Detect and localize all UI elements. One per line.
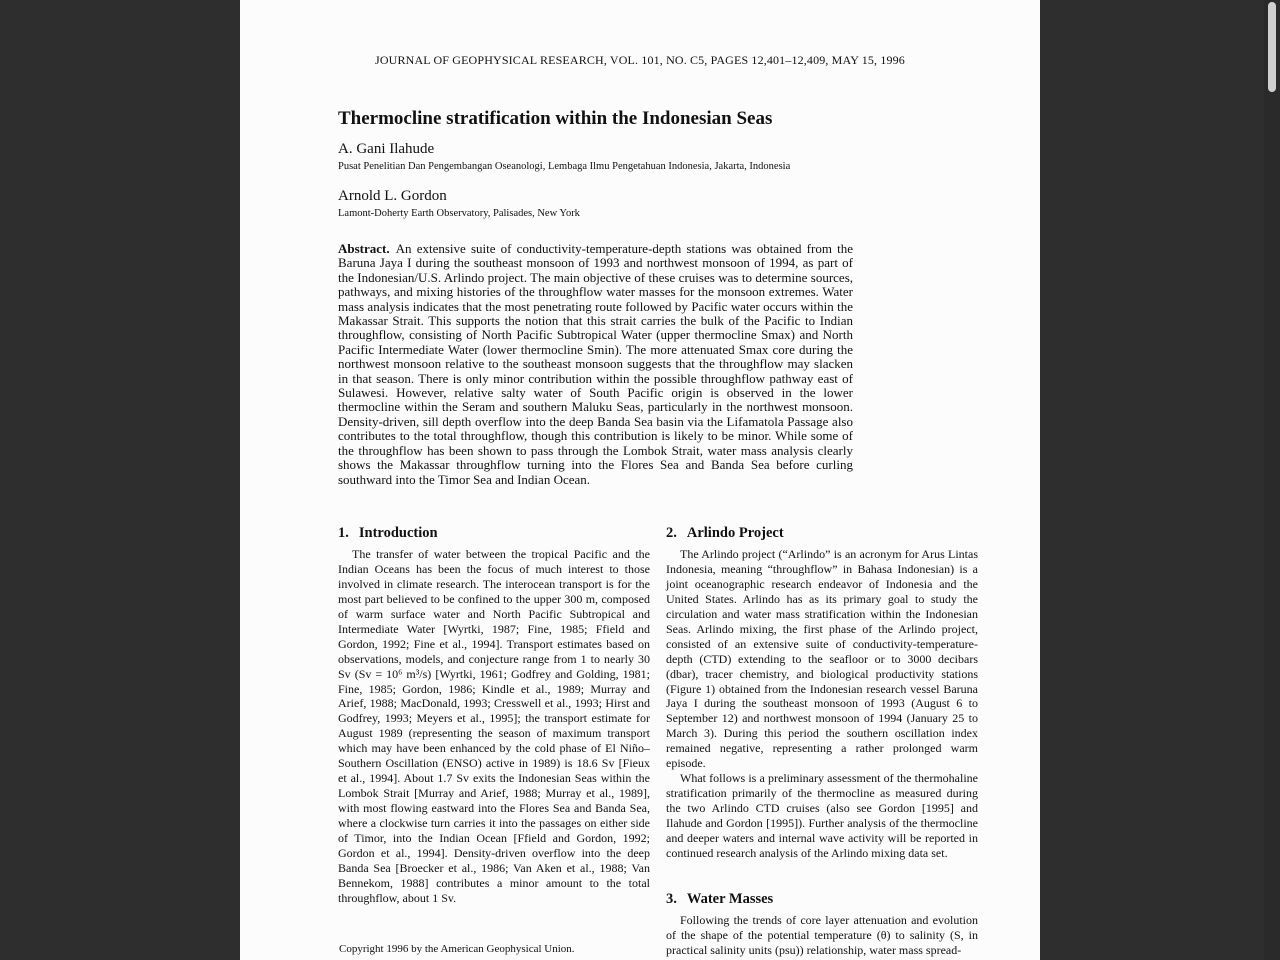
section-title: Introduction (358, 525, 438, 541)
author-affiliation: Pusat Penelitian Dan Pengembangan Oseanologi, Lembaga Ilmu Pengetahuan Indonesia, Jakarta, Indonesia (338, 161, 791, 172)
section-heading (338, 526, 650, 541)
paragraph: The Arlindo project (“Arlindo” is an acronym for Arus Lintas Indonesia, meaning “throughflow” in Bahasa Indonesian) is a joint oceanographic research endeavor of Indonesia and the United States. Arlindo has as its primary goal to study the circulation and water mass stratification within the Indonesian Seas. Arlindo mixing, the first phase of the Arlindo project, consisted of an extensive suite of conductivity-temperature-depth (CTD) extending to the seafloor or to 3000 decibars (dbar), tracer chemistry, and biological productivity stations (Figure 1) obtained from the Indonesian research vessel Baruna Jaya I during the southeast monsoon of 1993 (August 6 to September 12) and northwest monsoon of 1994 (January 25 to March 3). During this period the southern oscillation index remained negative, representing a rather prolonged warm episode. (666, 546, 978, 771)
column-left (338, 526, 650, 906)
document-page (240, 0, 1040, 960)
scrollbar-thumb[interactable] (1268, 2, 1276, 92)
paragraph: The transfer of water between the tropical Pacific and the Indian Oceans has been the focus of much interest to those involved in climate research. The interocean transport is for the most part believed to be confined to the upper 300 m, composed of warm surface water and North Pacific Subtropical and Intermediate Water [Wyrtki, 1987; Fine, 1985; Ffield and Gordon, 1992; Fine et al., 1994]. Transport estimates based on observations, models, and conjecture range from 1 to nearly 30 Sv (Sv = 10⁶ m³/s) [Wyrtki, 1961; Godfrey and Golding, 1981; Fine, 1985; Gordon, 1986; Kindle et al., 1989; Murray and Arief, 1988; MacDonald, 1993; Cresswell et al., 1993; Hirst and Godfrey, 1993; Meyers et al., 1995]; the transport estimate for August 1989 (representing the season of maximum transport which may have been enhanced by the cold phase of El Niño–Southern Oscillation (ENSO) active in 1989) is 18.6 Sv [Fieux et al., 1994]. About 1.7 Sv exits the Indonesian Seas within the Lombok Strait [Murray and Arief, 1988; Murray et al., 1989], with most flowing eastward into the Flores Sea and Banda Sea, where a clockwise turn carries it into the passages on either side of Timor, into the Indian Ocean [Ffield and Gordon, 1992; Gordon et al., 1994]. Density-driven overflow into the deep Banda Sea [Broecker et al., 1986; Van Aken et al., 1988; Van Bennekom, 1988] contributes a minor amount to the total throughflow, about 1 Sv. (338, 546, 650, 905)
author-name: A. Gani Ilahude (338, 141, 435, 157)
section-number: 1. (338, 525, 349, 541)
section-title: Water Masses (686, 891, 774, 907)
section-water-masses (666, 892, 978, 958)
paragraph: What follows is a preliminary assessment of the thermohaline stratification primarily of the thermocline as measured during the two Arlindo CTD cruises (also see Gordon [1995] and Ilahude and Gordon [1995]). Further analysis of the thermocline and deeper waters and internal wave activity will be reported in continued research analysis of the Arlindo mixing data set. (666, 771, 978, 861)
copyright-notice: Copyright 1996 by the American Geophysical Union. (339, 943, 575, 955)
section-number: 2. (666, 525, 677, 541)
section-heading (666, 892, 978, 907)
abstract-label: Abstract. (338, 241, 390, 256)
abstract-text: An extensive suite of conductivity-temperature-depth stations was obtained from the Baruna Jaya I during the southeast monsoon of 1993 and northwest monsoon of 1994, as part of the Indonesian/U.S. Arlindo project. The main objective of these cruises was to determine sources, pathways, and mixing histories of the throughflow water masses for the monsoon extremes. Water mass analysis indicates that the most penetrating route followed by Pacific water occurs within the Makassar Strait. This supports the notion that this strait carries the bulk of the Pacific to Indian throughflow, consisting of North Pacific Subtropical Water (upper thermocline Smax) and North Pacific Intermediate Water (lower thermocline Smin). The more attenuated Smax core during the northwest monsoon relative to the southeast monsoon suggests that the throughflow may slacken in that season. There is only minor contribution within the possible throughflow pathway east of Sulawesi. However, relative salty water of South Pacific origin is observed in the lower thermocline within the Seram and southern Maluku Seas, particularly in the northwest monsoon. Density-driven, sill depth overflow into the deep Banda Sea basin via the Lifamatola Passage also contributes to the total throughflow, though this contribution is likely to be minor. While some of the throughflow has been shown to pass through the Lombok Strait, water mass analysis clearly shows the Makassar throughflow turning into the Flores Sea and Banda Sea before curling southward into the Timor Sea and Indian Ocean. (338, 241, 853, 487)
section-number: 3. (666, 891, 677, 907)
vertical-scrollbar[interactable] (1264, 0, 1280, 960)
abstract (338, 242, 853, 487)
author-affiliation: Lamont-Doherty Earth Observatory, Palisades, New York (338, 208, 580, 219)
section-heading (666, 526, 978, 541)
column-right (666, 526, 978, 861)
paper-title: Thermocline stratification within the Indonesian Seas (338, 108, 773, 129)
paragraph: Following the trends of core layer attenuation and evolution of the shape of the potential temperature (θ) to salinity (S, in practical salinity units (psu)) relationship, water mass spread- (666, 912, 978, 957)
journal-header: JOURNAL OF GEOPHYSICAL RESEARCH, VOL. 101, NO. C5, PAGES 12,401–12,409, MAY 15, 1996 (375, 53, 905, 67)
section-title: Arlindo Project (686, 525, 784, 541)
author-name: Arnold L. Gordon (338, 188, 447, 204)
